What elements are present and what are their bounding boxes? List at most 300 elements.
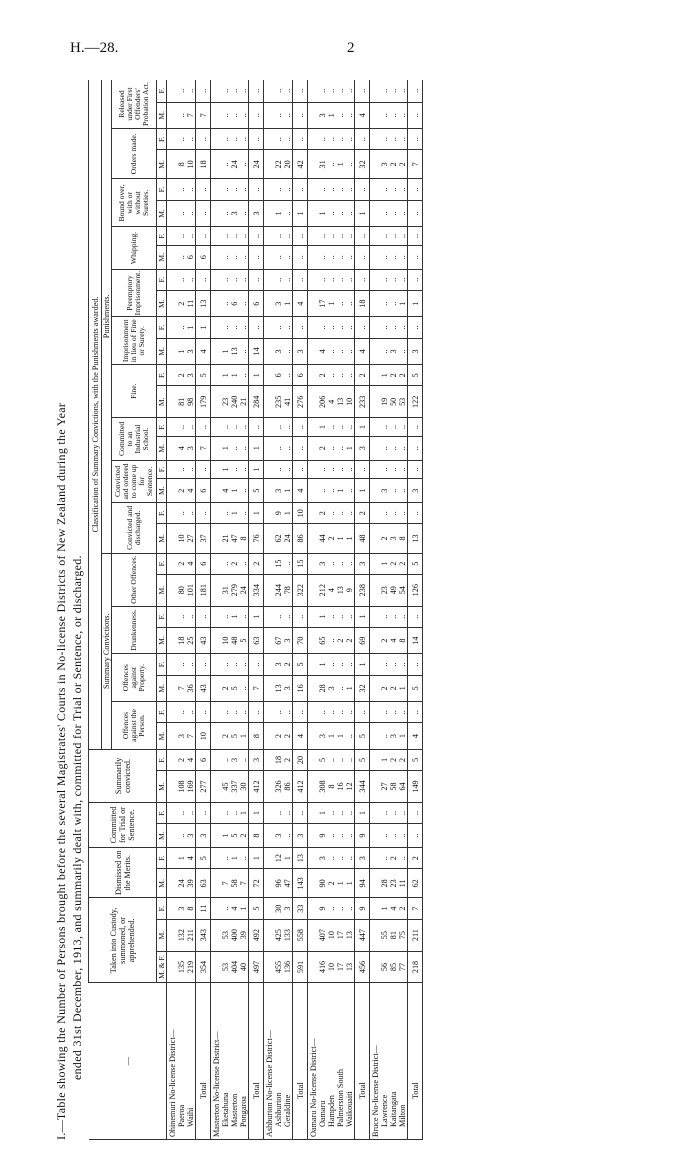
- female-header: F.: [157, 702, 167, 723]
- value-cell: 2: [177, 749, 186, 770]
- empty-cell: [264, 675, 275, 702]
- value-cell: ..: [186, 503, 196, 524]
- empty-cell: [264, 386, 275, 418]
- total-cell: 2: [408, 848, 423, 869]
- female-header: F.: [157, 269, 167, 290]
- empty-cell: [370, 627, 381, 654]
- table-row: [380, 80, 389, 1140]
- male-header: M.: [157, 919, 167, 951]
- total-cell: 5: [355, 723, 370, 750]
- value-cell: 136: [283, 951, 293, 983]
- total-cell: 2: [355, 503, 370, 524]
- value-cell: 3: [380, 479, 389, 503]
- value-cell: ..: [221, 227, 230, 246]
- empty-cell: [370, 898, 381, 919]
- total-row: [196, 80, 211, 1140]
- empty-cell: [308, 898, 319, 919]
- total-cell: 72: [249, 869, 264, 898]
- female-header: F.: [157, 460, 167, 479]
- empty-cell: [264, 418, 275, 437]
- total-cell: 3: [196, 824, 211, 848]
- total-cell: 1: [293, 200, 308, 227]
- value-cell: ..: [327, 802, 336, 823]
- value-cell: ..: [177, 503, 186, 524]
- total-cell: 4: [293, 479, 308, 503]
- empty-cell: [370, 317, 381, 338]
- value-cell: 1: [230, 479, 239, 503]
- value-cell: 1: [380, 365, 389, 386]
- empty-cell: [370, 245, 381, 269]
- total-cell: 4: [293, 290, 308, 317]
- value-cell: 5: [230, 824, 239, 848]
- value-cell: 49: [389, 574, 398, 606]
- value-cell: 58: [230, 869, 239, 898]
- total-cell: ..: [196, 606, 211, 627]
- empty-cell: [167, 436, 178, 460]
- empty-cell: [211, 869, 222, 898]
- value-cell: 1: [177, 338, 186, 365]
- district-name: Masterton No-license District—: [211, 983, 222, 1140]
- empty-cell: [370, 771, 381, 803]
- value-cell: 1: [274, 200, 283, 227]
- value-cell: ..: [345, 848, 355, 869]
- value-cell: ..: [345, 227, 355, 246]
- value-cell: ..: [398, 418, 408, 437]
- table-title-line1: I.—Table showing the Number of Persons brought before the several Magistrates' Courts in No-license Districts of New Zealand during the Year: [54, 402, 68, 1140]
- value-cell: 45: [221, 771, 230, 803]
- empty-cell: [211, 245, 222, 269]
- value-cell: ..: [221, 553, 230, 574]
- value-cell: 1: [239, 723, 249, 750]
- total-row: [355, 80, 370, 1140]
- value-cell: ..: [177, 702, 186, 723]
- empty-cell: [370, 702, 381, 723]
- value-cell: ..: [389, 606, 398, 627]
- value-cell: ..: [398, 460, 408, 479]
- value-cell: ..: [389, 317, 398, 338]
- total-cell: 143: [293, 869, 308, 898]
- value-cell: ..: [327, 150, 336, 179]
- total-cell: ..: [355, 80, 370, 102]
- value-cell: 1: [239, 898, 249, 919]
- value-cell: 28: [380, 869, 389, 898]
- total-cell: 4: [293, 723, 308, 750]
- empty-cell: [370, 269, 381, 290]
- value-cell: 2: [389, 848, 398, 869]
- total-cell: 94: [355, 869, 370, 898]
- value-cell: ..: [327, 200, 336, 227]
- value-cell: ..: [230, 317, 239, 338]
- total-cell: 276: [293, 386, 308, 418]
- value-cell: 2: [221, 723, 230, 750]
- empty-cell: [264, 102, 275, 129]
- value-cell: ..: [221, 848, 230, 869]
- value-cell: 2: [274, 723, 283, 750]
- value-cell: ..: [345, 802, 355, 823]
- female-header: F.: [157, 749, 167, 770]
- value-cell: ..: [274, 317, 283, 338]
- value-cell: 31: [221, 574, 230, 606]
- total-cell: 16: [293, 675, 308, 702]
- empty-cell: [264, 553, 275, 574]
- value-cell: 3: [389, 524, 398, 553]
- value-cell: ..: [336, 460, 345, 479]
- value-cell: 416: [318, 951, 327, 983]
- value-cell: ..: [239, 290, 249, 317]
- value-cell: 1: [345, 869, 355, 898]
- total-cell: 3: [408, 338, 423, 365]
- value-cell: 4: [177, 436, 186, 460]
- value-cell: ..: [230, 460, 239, 479]
- value-cell: ..: [398, 802, 408, 823]
- value-cell: ..: [283, 365, 293, 386]
- value-cell: 3: [318, 553, 327, 574]
- value-cell: 17: [336, 919, 345, 951]
- total-cell: ..: [408, 269, 423, 290]
- total-cell: 9: [355, 898, 370, 919]
- value-cell: 1: [336, 150, 345, 179]
- value-cell: 53: [398, 386, 408, 418]
- value-cell: ..: [327, 129, 336, 150]
- value-cell: ..: [345, 245, 355, 269]
- value-cell: ..: [336, 338, 345, 365]
- value-cell: 2: [380, 627, 389, 654]
- total-cell: 1: [249, 436, 264, 460]
- value-cell: ..: [221, 702, 230, 723]
- total-row: [408, 80, 423, 1140]
- value-cell: ..: [380, 654, 389, 675]
- value-cell: 3: [274, 338, 283, 365]
- total-cell: 211: [408, 919, 423, 951]
- total-label: Total: [196, 983, 211, 1140]
- total-cell: ..: [196, 80, 211, 102]
- value-cell: ..: [230, 102, 239, 129]
- value-cell: ..: [318, 479, 327, 503]
- table-row: [186, 80, 196, 1140]
- empty-cell: [211, 418, 222, 437]
- table-row: [327, 80, 336, 1140]
- value-cell: 24: [283, 524, 293, 553]
- total-cell: 8: [249, 824, 264, 848]
- total-cell: ..: [355, 317, 370, 338]
- total-cell: 63: [249, 627, 264, 654]
- value-cell: ..: [389, 227, 398, 246]
- district-heading-row: [167, 80, 178, 1140]
- total-cell: 3: [355, 848, 370, 869]
- total-cell: 37: [196, 524, 211, 553]
- value-cell: 67: [274, 627, 283, 654]
- empty-cell: [308, 749, 319, 770]
- value-cell: 1: [336, 723, 345, 750]
- empty-cell: [167, 386, 178, 418]
- value-cell: 53: [221, 951, 230, 983]
- value-cell: ..: [274, 80, 283, 102]
- value-cell: ..: [230, 802, 239, 823]
- value-cell: 2: [177, 290, 186, 317]
- value-cell: ..: [239, 129, 249, 150]
- value-cell: 1: [239, 802, 249, 823]
- value-cell: ..: [345, 102, 355, 129]
- value-cell: 3: [274, 824, 283, 848]
- total-cell: 13: [196, 290, 211, 317]
- value-cell: ..: [336, 824, 345, 848]
- value-cell: ..: [221, 129, 230, 150]
- court-name: Lawrence: [380, 983, 389, 1140]
- value-cell: ..: [336, 365, 345, 386]
- total-cell: ..: [196, 802, 211, 823]
- court-name: Palmerston South: [336, 983, 345, 1140]
- empty-cell: [264, 479, 275, 503]
- total-cell: 412: [293, 771, 308, 803]
- value-cell: ..: [336, 317, 345, 338]
- empty-cell: [211, 654, 222, 675]
- value-cell: ..: [239, 150, 249, 179]
- punishments-header: Punishments.: [102, 80, 112, 553]
- value-cell: ..: [380, 102, 389, 129]
- against-property-header: Offences against Property.: [112, 654, 157, 702]
- empty-cell: [370, 290, 381, 317]
- value-cell: 5: [230, 675, 239, 702]
- male-header: M.: [157, 338, 167, 365]
- value-cell: ..: [398, 824, 408, 848]
- value-cell: ..: [221, 200, 230, 227]
- total-cell: 5: [408, 749, 423, 770]
- value-cell: 3: [389, 338, 398, 365]
- value-cell: ..: [274, 245, 283, 269]
- empty-cell: [264, 200, 275, 227]
- value-cell: ..: [345, 365, 355, 386]
- empty-cell: [211, 627, 222, 654]
- value-cell: ..: [318, 702, 327, 723]
- value-cell: ..: [186, 702, 196, 723]
- value-cell: ..: [380, 200, 389, 227]
- empty-cell: [167, 702, 178, 723]
- value-cell: ..: [221, 245, 230, 269]
- value-cell: 3: [318, 723, 327, 750]
- value-cell: ..: [380, 702, 389, 723]
- value-cell: 101: [186, 574, 196, 606]
- total-cell: 218: [408, 951, 423, 983]
- empty-cell: [370, 606, 381, 627]
- fine-header: Fine.: [112, 365, 157, 418]
- value-cell: 3: [274, 479, 283, 503]
- total-cell: 4: [196, 338, 211, 365]
- total-cell: 69: [355, 627, 370, 654]
- empty-cell: [167, 150, 178, 179]
- total-cell: 3: [293, 338, 308, 365]
- value-cell: ..: [318, 179, 327, 200]
- value-cell: 1: [345, 675, 355, 702]
- total-cell: ..: [408, 102, 423, 129]
- empty-cell: [211, 524, 222, 553]
- value-cell: ..: [318, 317, 327, 338]
- male-header: M.: [157, 200, 167, 227]
- value-cell: 212: [318, 574, 327, 606]
- empty-cell: [167, 951, 178, 983]
- empty-cell: [211, 919, 222, 951]
- value-cell: 279: [230, 574, 239, 606]
- value-cell: 18: [274, 749, 283, 770]
- total-cell: 1: [249, 848, 264, 869]
- empty-cell: [167, 574, 178, 606]
- total-cell: 447: [355, 919, 370, 951]
- value-cell: ..: [398, 80, 408, 102]
- value-cell: ..: [336, 675, 345, 702]
- total-cell: ..: [249, 245, 264, 269]
- total-cell: 7: [408, 898, 423, 919]
- male-header: M.: [157, 150, 167, 179]
- total-cell: ..: [249, 179, 264, 200]
- empty-cell: [211, 290, 222, 317]
- value-cell: ..: [327, 245, 336, 269]
- total-cell: 5: [355, 749, 370, 770]
- empty-cell: [264, 848, 275, 869]
- empty-cell: [370, 503, 381, 524]
- value-cell: ..: [345, 460, 355, 479]
- total-cell: ..: [196, 179, 211, 200]
- value-cell: ..: [283, 553, 293, 574]
- empty-cell: [167, 460, 178, 479]
- value-cell: 1: [336, 524, 345, 553]
- empty-cell: [308, 503, 319, 524]
- empty-cell: [167, 824, 178, 848]
- empty-cell: [167, 503, 178, 524]
- male-header: M.: [157, 824, 167, 848]
- total-cell: 233: [355, 386, 370, 418]
- empty-cell: [308, 654, 319, 675]
- value-cell: ..: [389, 436, 398, 460]
- female-header: F.: [157, 802, 167, 823]
- value-cell: 1: [398, 723, 408, 750]
- value-cell: 80: [177, 574, 186, 606]
- value-cell: ..: [389, 290, 398, 317]
- court-name: Ashburton: [274, 983, 283, 1140]
- empty-cell: [264, 802, 275, 823]
- value-cell: 11: [186, 290, 196, 317]
- value-cell: ..: [177, 245, 186, 269]
- total-cell: 2: [355, 365, 370, 386]
- total-cell: 6: [196, 749, 211, 770]
- value-cell: 17: [336, 951, 345, 983]
- value-cell: ..: [389, 479, 398, 503]
- value-cell: 9: [345, 574, 355, 606]
- value-cell: ..: [389, 102, 398, 129]
- empty-cell: [264, 129, 275, 150]
- total-cell: 7: [408, 150, 423, 179]
- value-cell: ..: [239, 179, 249, 200]
- value-cell: ..: [283, 102, 293, 129]
- sex-header-row: [157, 80, 167, 1140]
- total-cell: 3: [355, 553, 370, 574]
- total-cell: ..: [293, 129, 308, 150]
- value-cell: ..: [345, 824, 355, 848]
- value-cell: ..: [327, 365, 336, 386]
- empty-cell: [211, 702, 222, 723]
- empty-cell: [308, 386, 319, 418]
- value-cell: 53: [221, 919, 230, 951]
- empty-cell: [167, 245, 178, 269]
- value-cell: 2: [398, 150, 408, 179]
- value-cell: ..: [327, 553, 336, 574]
- total-cell: 7: [249, 675, 264, 702]
- value-cell: 6: [186, 245, 196, 269]
- empty-cell: [167, 227, 178, 246]
- empty-cell: [167, 365, 178, 386]
- total-cell: ..: [196, 503, 211, 524]
- value-cell: ..: [345, 179, 355, 200]
- empty-cell: [167, 869, 178, 898]
- value-cell: ..: [186, 802, 196, 823]
- value-cell: 5: [239, 627, 249, 654]
- value-cell: ..: [336, 200, 345, 227]
- empty-cell: [308, 269, 319, 290]
- empty-cell: [264, 749, 275, 770]
- value-cell: ..: [177, 802, 186, 823]
- total-cell: ..: [293, 418, 308, 437]
- female-header: F.: [157, 553, 167, 574]
- empty-cell: [264, 317, 275, 338]
- value-cell: ..: [398, 200, 408, 227]
- value-cell: ..: [318, 227, 327, 246]
- value-cell: 1: [221, 338, 230, 365]
- value-cell: ..: [221, 269, 230, 290]
- empty-cell: [264, 627, 275, 654]
- value-cell: ..: [274, 129, 283, 150]
- empty-cell: [370, 749, 381, 770]
- empty-cell: [167, 749, 178, 770]
- value-cell: 1: [318, 802, 327, 823]
- value-cell: ..: [239, 80, 249, 102]
- value-cell: 2: [177, 553, 186, 574]
- value-cell: ..: [398, 129, 408, 150]
- female-header: F.: [157, 227, 167, 246]
- value-cell: 2: [327, 524, 336, 553]
- whipping-header: Whipping.: [112, 227, 157, 269]
- total-cell: 4: [355, 102, 370, 129]
- total-cell: 3: [249, 200, 264, 227]
- total-cell: 32: [355, 675, 370, 702]
- district-column-header: —: [89, 983, 167, 1140]
- value-cell: 3: [274, 290, 283, 317]
- value-cell: 2: [389, 553, 398, 574]
- value-cell: 2: [318, 365, 327, 386]
- empty-cell: [264, 654, 275, 675]
- value-cell: 2: [239, 824, 249, 848]
- value-cell: 1: [336, 869, 345, 898]
- total-cell: ..: [293, 179, 308, 200]
- total-cell: 20: [293, 749, 308, 770]
- value-cell: ..: [239, 102, 249, 129]
- value-cell: ..: [318, 245, 327, 269]
- total-cell: ..: [293, 317, 308, 338]
- value-cell: 2: [380, 675, 389, 702]
- value-cell: 1: [230, 848, 239, 869]
- male-header: M.: [157, 479, 167, 503]
- value-cell: 13: [336, 386, 345, 418]
- value-cell: ..: [327, 898, 336, 919]
- empty-cell: [370, 869, 381, 898]
- value-cell: ..: [230, 245, 239, 269]
- value-cell: 1: [318, 606, 327, 627]
- empty-cell: [264, 919, 275, 951]
- value-cell: ..: [336, 898, 345, 919]
- value-cell: ..: [389, 824, 398, 848]
- empty-cell: [308, 771, 319, 803]
- value-cell: ..: [221, 150, 230, 179]
- value-cell: 21: [239, 386, 249, 418]
- empty-cell: [264, 606, 275, 627]
- empty-cell: [264, 574, 275, 606]
